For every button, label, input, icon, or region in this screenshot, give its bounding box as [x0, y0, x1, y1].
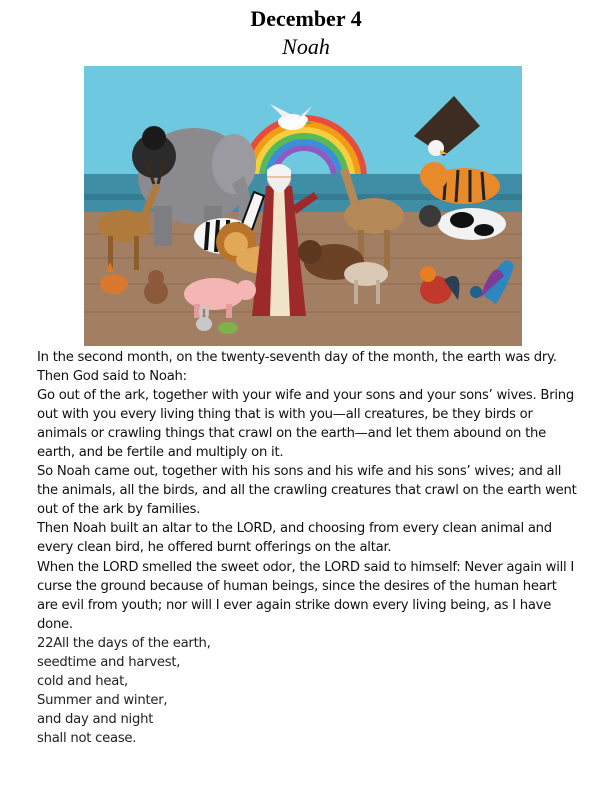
passage-paragraph: Go out of the ark, together with your wife and your sons and your sons’ wives. Bring out with you every living thing that is with you—all creatures, be they birds or animals or crawling things that crawl on the earth—and let them abound on the earth, and be fertile and multiply on it.	[37, 388, 575, 461]
page-subtitle: Noah	[282, 34, 330, 59]
poem-line: and day and night	[37, 711, 154, 727]
passage-paragraph: When the LORD smelled the sweet odor, the LORD said to himself: Never again will I curse the ground because of human beings, since the desires of the human heart are evil from youth; nor will I ever again strike down every living being, as I have done.	[37, 559, 575, 632]
poem-line: shall not cease.	[37, 730, 137, 746]
scripture-passage	[37, 348, 577, 748]
noah-ark-illustration	[84, 66, 522, 346]
poem-line: Summer and winter,	[37, 692, 168, 708]
passage-paragraph: Then God said to Noah:	[37, 369, 187, 385]
passage-paragraph: Then Noah built an altar to the LORD, and choosing from every clean animal and every clean bird, he offered burnt offerings on the altar.	[37, 521, 552, 556]
page-title: December 4	[250, 6, 362, 31]
poem-line: cold and heat,	[37, 673, 128, 689]
passage-paragraph: So Noah came out, together with his sons and his wife and his sons’ wives; and all the animals, all the birds, and all the crawling creatures that crawl on the earth went out of the ark by families.	[37, 464, 577, 518]
turtle-icon	[218, 322, 238, 334]
poem-line: seedtime and harvest,	[37, 654, 181, 670]
passage-paragraph: In the second month, on the twenty-seventh day of the month, the earth was dry.	[37, 350, 557, 365]
poem-line: 22All the days of the earth,	[37, 635, 211, 651]
